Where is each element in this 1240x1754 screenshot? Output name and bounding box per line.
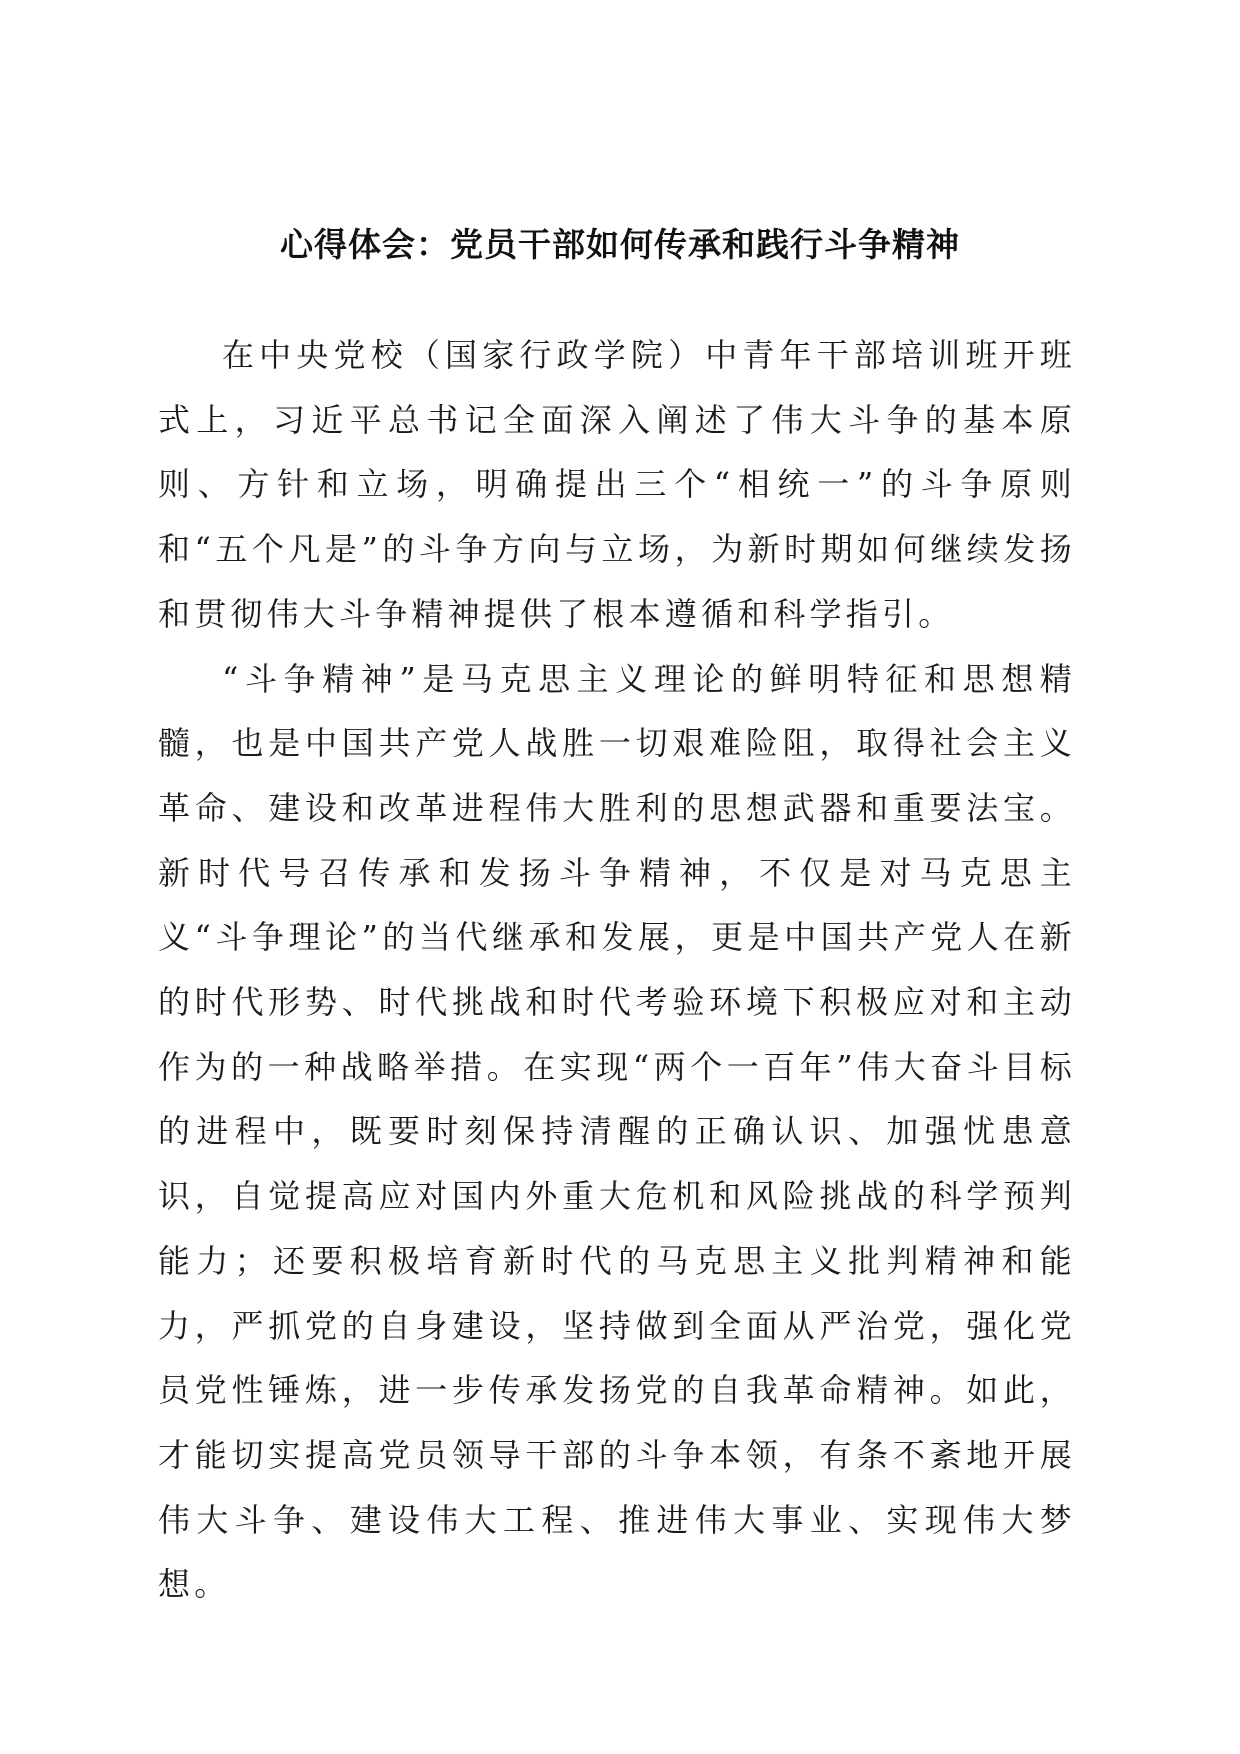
document-body <box>158 323 1076 1617</box>
paragraph: “斗争精神”是马克思主义理论的鲜明特征和思想精髓，也是中国共产党人战胜一切艰难险阻，取得社会主义革命、建设和改革进程伟大胜利的思想武器和重要法宝。新时代号召传承和发扬斗争精神，不仅是对马克思主义“斗争理论”的当代继承和发展，更是中国共产党人在新的时代形势、时代挑战和时代考验环境下积极应对和主动作为的一种战略举措。在实现“两个一百年”伟大奋斗目标的进程中，既要时刻保持清醒的正确认识、加强忧患意识，自觉提高应对国内外重大危机和风险挑战的科学预判能力；还要积极培育新时代的马克思主义批判精神和能力，严抓党的自身建设，坚持做到全面从严治党，强化党员党性锤炼，进一步传承发扬党的自我革命精神。如此，才能切实提高党员领导干部的斗争本领，有条不紊地开展伟大斗争、建设伟大工程、推进伟大事业、实现伟大梦想。 <box>158 659 1076 1604</box>
paragraph: 在中央党校（国家行政学院）中青年干部培训班开班式上，习近平总书记全面深入阐述了伟大斗争的基本原则、方针和立场，明确提出三个“相统一”的斗争原则和“五个凡是”的斗争方向与立场，为新时期如何继续发扬和贯彻伟大斗争精神提供了根本遵循和科学指引。 <box>158 336 1076 633</box>
document-title: 心得体会：党员干部如何传承和践行斗争精神 <box>280 225 960 264</box>
